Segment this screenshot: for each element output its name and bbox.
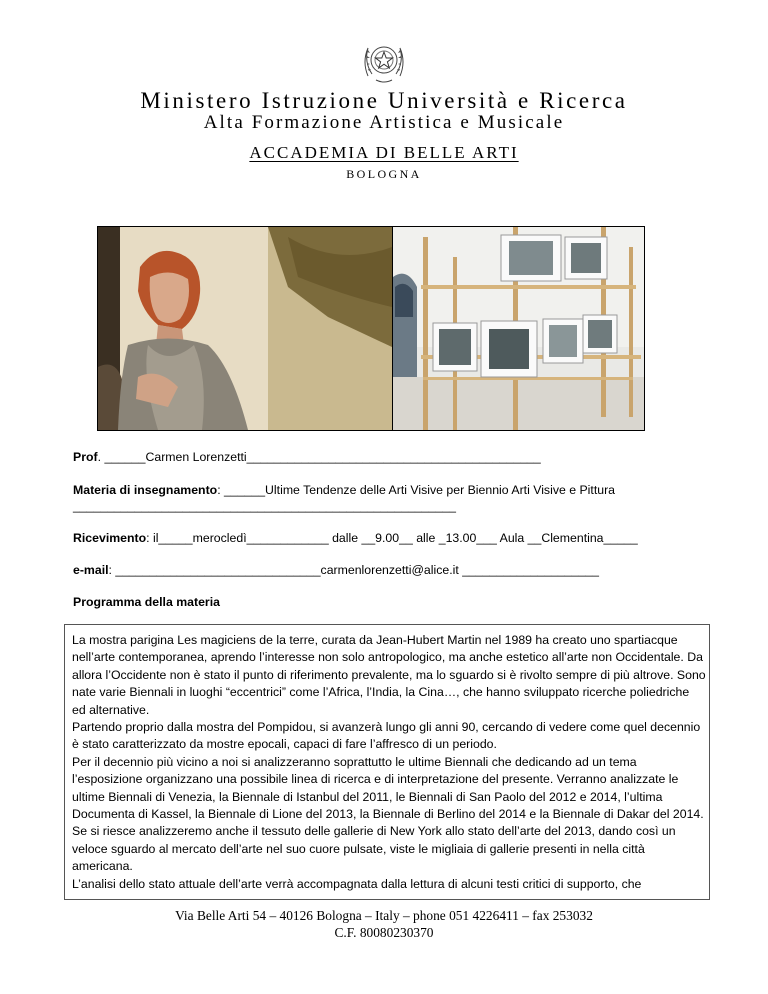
- ministry-title: Ministero Istruzione Università e Ricerca: [140, 88, 628, 113]
- email-label: e-mail: [73, 563, 109, 577]
- portrait-photo: [98, 227, 392, 430]
- italian-republic-emblem-icon: [358, 36, 410, 88]
- program-paragraph: L’analisi dello stato attuale dell’arte verrà accompagnata dalla lettura di alcuni testi critici di supporto, che: [72, 876, 642, 891]
- footer-tax-code: C.F. 80080230370: [334, 925, 434, 940]
- footer-address: Via Belle Arti 54 – 40126 Bologna – Italy – phone 051 4226411 – fax 253032: [175, 908, 593, 923]
- professor-line: [73, 449, 541, 465]
- program-paragraph: Se si riesce analizzeremo anche il tessuto delle gallerie di New York allo stato dell’arte del 2013, dando così un veloce sguardo al mercato dell’arte nel suo cuore pulsate, viste le migliaia di gallerie presenti in nella città americana.: [72, 824, 676, 874]
- professor-label: Prof: [73, 450, 98, 464]
- academy-title: ACCADEMIA DI BELLE ARTI: [249, 143, 519, 162]
- subject-line-2: ________________________________________________________: [73, 499, 456, 513]
- reception-value: : il_____merocledì____________ dalle __9.00__ alle _13.00___ Aula __Clementina_____: [146, 531, 638, 545]
- afam-subtitle: Alta Formazione Artistica e Musicale: [203, 112, 565, 133]
- program-paragraph: Partendo proprio dalla mostra del Pompidou, si avanzerà lungo gli anni 90, cercando di vedere come quel decennio è stato caratterizzato da mostre epocali, capaci di fare l’affresco di un periodo.: [72, 720, 701, 752]
- subject-line: [73, 482, 615, 498]
- email-line: [73, 562, 599, 578]
- program-paragraph: La mostra parigina Les magiciens de la terre, curata da Jean-Hubert Martin nel 1989 ha creato uno spartiacque nell’arte contemporanea, aprendo l’interesse non solo antropologico, ma anche estetico all’arte non Occidentale. Da allora l’Occidente non è stato il punto di riferimento prevalente, ma lo sguardo si è rivolto sempre di più altrove. Sono nate varie Biennali in luoghi “eccentrici” come l’Africa, l’India, la Cina…, che hanno sviluppato ricerche poliedriche ed alternative.: [72, 633, 706, 717]
- exhibition-installation-photo: [393, 227, 644, 430]
- email-value: : ______________________________carmenlorenzetti@alice.it ____________________: [108, 563, 599, 577]
- city-name: BOLOGNA: [346, 167, 422, 181]
- reception-line: [73, 530, 638, 546]
- subject-label: Materia di insegnamento: [73, 483, 218, 497]
- professor-value: . ______Carmen Lorenzetti___________________________________________: [97, 450, 541, 464]
- program-text: [72, 632, 706, 893]
- reception-label: Ricevimento: [73, 531, 147, 545]
- subject-value: : ______Ultime Tendenze delle Arti Visive per Biennio Arti Visive e Pittura: [217, 483, 616, 497]
- program-heading: Programma della materia: [73, 595, 220, 609]
- program-paragraph: Per il decennio più vicino a noi si analizzeranno soprattutto le ultime Biennali che dedicando ad un tema l’esposizione organizzano una possibile linea di ricerca e di interpretazione del presente. Verranno analizzate le ultime Biennali di Venezia, la Biennale di Istanbul del 2011, le Biennali di San Paolo del 2012 e 2014, l’ultima Documenta di Kassel, la Biennale di Lione del 2013, la Biennale di Berlino del 2014 e la Biennale di Dakar del 2014.: [72, 754, 704, 822]
